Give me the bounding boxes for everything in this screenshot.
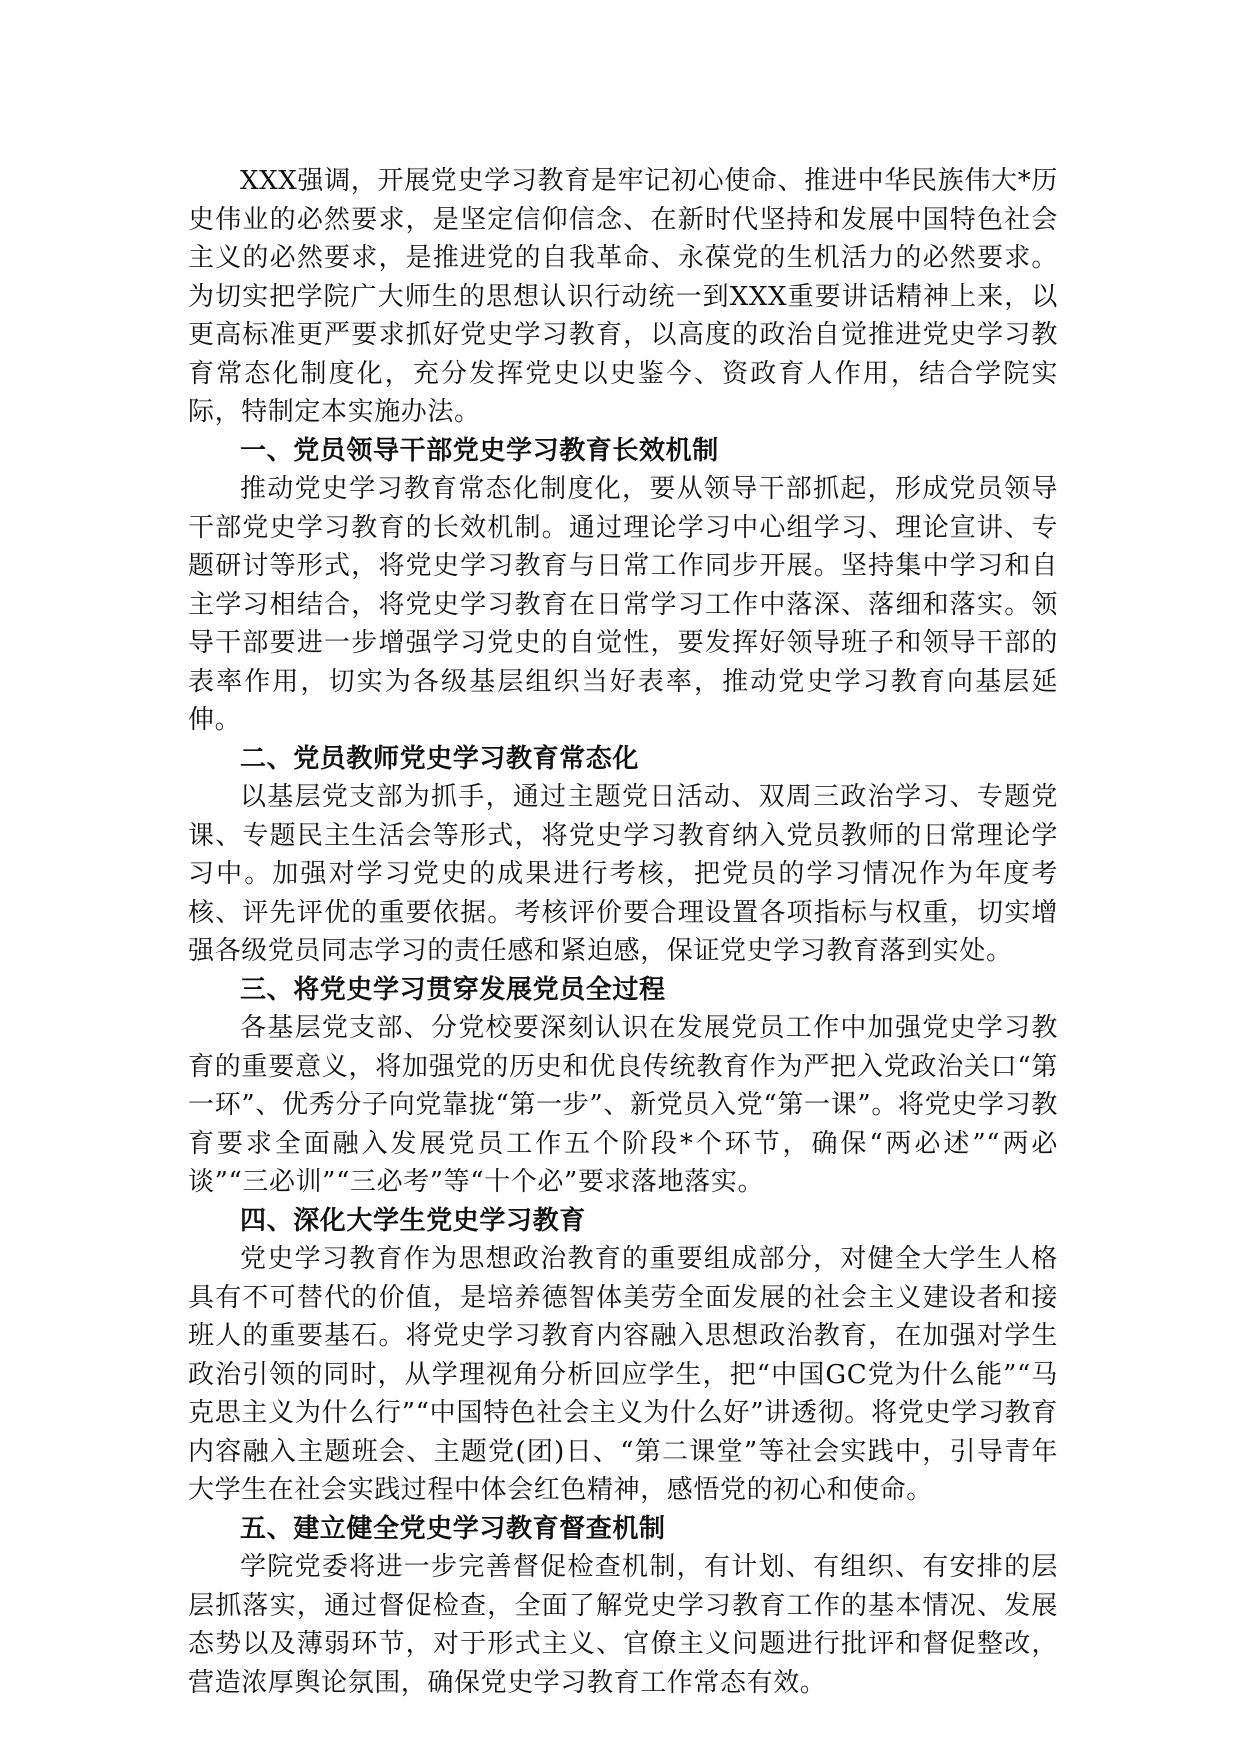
- section-heading: 一、党员领导干部党史学习教育长效机制: [240, 435, 719, 466]
- section-body: 学院党委将进一步完善督促检查机制，有计划、有组织、有安排的层层抓落实，通过督促检查，全面了解党史学习教育工作的基本情况、发展态势以及薄弱环节，对于形式主义、官僚主义问题进行批评和督促整改，营造浓厚舆论氛围，确保党史学习教育工作常态有效。: [188, 1552, 1058, 1698]
- section-body: 推动党史学习教育常态化制度化，要从领导干部抓起，形成党员领导干部党史学习教育的长效机制。通过理论学习中心组学习、理论宣讲、专题研讨等形式，将党史学习教育与日常工作同步开展。坚持集中学习和自主学习相结合，将党史学习教育在日常学习工作中落深、落细和落实。领导干部要进一步增强学习党史的自觉性，要发挥好领导班子和领导干部的表率作用，切实为各级基层组织当好表率，推动党史学习教育向基层延伸。: [188, 474, 1058, 735]
- section-body: 各基层党支部、分党校要深刻认识在发展党员工作中加强党史学习教育的重要意义，将加强党的历史和优良传统教育作为严把入党政治关口“第一环”、优秀分子向党靠拢“第一步”、新党员入党“第一课”。将党史学习教育要求全面融入发展党员工作五个阶段*个环节，确保“两必述”“两必谈”“三必训”“三必考”等“十个必”要求落地落实。: [188, 1013, 1058, 1197]
- section-heading: 三、将党史学习贯穿发展党员全过程: [240, 974, 666, 1005]
- section-heading: 五、建立健全党史学习教育督查机制: [240, 1513, 666, 1544]
- section-heading: 二、党员教师党史学习教育常态化: [240, 743, 640, 774]
- section-body: 党史学习教育作为思想政治教育的重要组成部分，对健全大学生人格具有不可替代的价值，是培养德智体美劳全面发展的社会主义建设者和接班人的重要基石。将党史学习教育内容融入思想政治教育，在加强对学生政治引领的同时，从学理视角分析回应学生，把“中国GC党为什么能”“马克思主义为什么行”“中国特色社会主义为什么好”讲透彻。将党史学习教育内容融入主题班会、主题党(团)日、“第二课堂”等社会实践中，引导青年大学生在社会实践过程中体会红色精神，感悟党的初心和使命。: [188, 1244, 1058, 1505]
- section-heading: 四、深化大学生党史学习教育: [240, 1205, 586, 1236]
- section-body: 以基层党支部为抓手，通过主题党日活动、双周三政治学习、专题党课、专题民主生活会等形式，将党史学习教育纳入党员教师的日常理论学习中。加强对学习党史的成果进行考核，把党员的学习情况作为年度考核、评先评优的重要依据。考核评价要合理设置各项指标与权重，切实增强各级党员同志学习的责任感和紧迫感，保证党史学习教育落到实处。: [188, 782, 1058, 966]
- intro-paragraph: XXX强调，开展党史学习教育是牢记初心使命、推进中华民族伟大*历史伟业的必然要求，是坚定信仰信念、在新时代坚持和发展中国特色社会主义的必然要求，是推进党的自我革命、永葆党的生机活力的必然要求。为切实把学院广大师生的思想认识行动统一到XXX重要讲话精神上来，以更高标准更严要求抓好党史学习教育，以高度的政治自觉推进党史学习教育常态化制度化，充分发挥党史以史鉴今、资政育人作用，结合学院实际，特制定本实施办法。: [188, 166, 1058, 427]
- document-page: [188, 162, 1058, 1702]
